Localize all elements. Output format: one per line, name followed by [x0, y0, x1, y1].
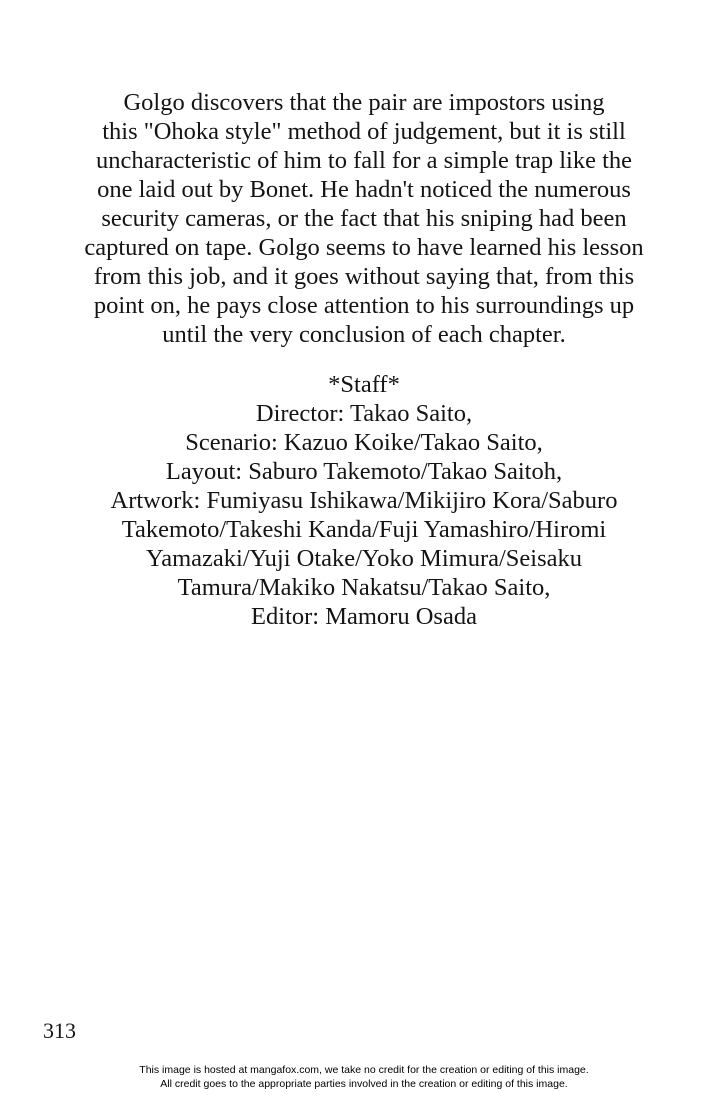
staff-credits: [40, 370, 688, 631]
commentary-line: Golgo discovers that the pair are impostors using: [123, 89, 605, 116]
commentary-line: uncharacteristic of him to fall for a simple trap like the: [95, 147, 633, 174]
credit-line: Scenario: Kazuo Koike/Takao Saito,: [185, 429, 543, 456]
credit-line: Takemoto/Takeshi Kanda/Fuji Yamashiro/Hiromi: [121, 516, 607, 543]
commentary-line: this "Ohoka style" method of judgement, but it is still: [102, 118, 626, 145]
credit-line: Director: Takao Saito,: [255, 400, 473, 427]
commentary-line: one laid out by Bonet. He hadn't noticed the numerous: [97, 176, 631, 203]
commentary-line: point on, he pays close attention to his surroundings up: [93, 292, 635, 319]
disclaimer-line: All credit goes to the appropriate parties involved in the creation or editing of this image.: [160, 1078, 568, 1090]
credit-line: Tamura/Makiko Nakatsu/Takao Saito,: [177, 574, 551, 601]
credit-line: Layout: Saburo Takemoto/Takao Saitoh,: [165, 458, 563, 485]
commentary-line: from this job, and it goes without saying that, from this: [93, 263, 635, 290]
disclaimer-line: This image is hosted at mangafox.com, we take no credit for the creation or editing of this image.: [139, 1064, 589, 1076]
credit-line: Editor: Mamoru Osada: [251, 603, 477, 630]
commentary-line: until the very conclusion of each chapter.: [162, 321, 566, 348]
credit-line: Artwork: Fumiyasu Ishikawa/Mikijiro Kora/Saburo: [110, 487, 618, 514]
commentary-line: captured on tape. Golgo seems to have learned his lesson: [84, 234, 644, 261]
hosting-disclaimer: [0, 1063, 728, 1091]
page-number: 313: [43, 1018, 76, 1043]
commentary-paragraph: [40, 88, 688, 349]
staff-heading: *Staff*: [328, 371, 400, 398]
credit-line: Yamazaki/Yuji Otake/Yoko Mimura/Seisaku: [146, 545, 582, 572]
commentary-line: security cameras, or the fact that his sniping had been: [101, 205, 627, 232]
